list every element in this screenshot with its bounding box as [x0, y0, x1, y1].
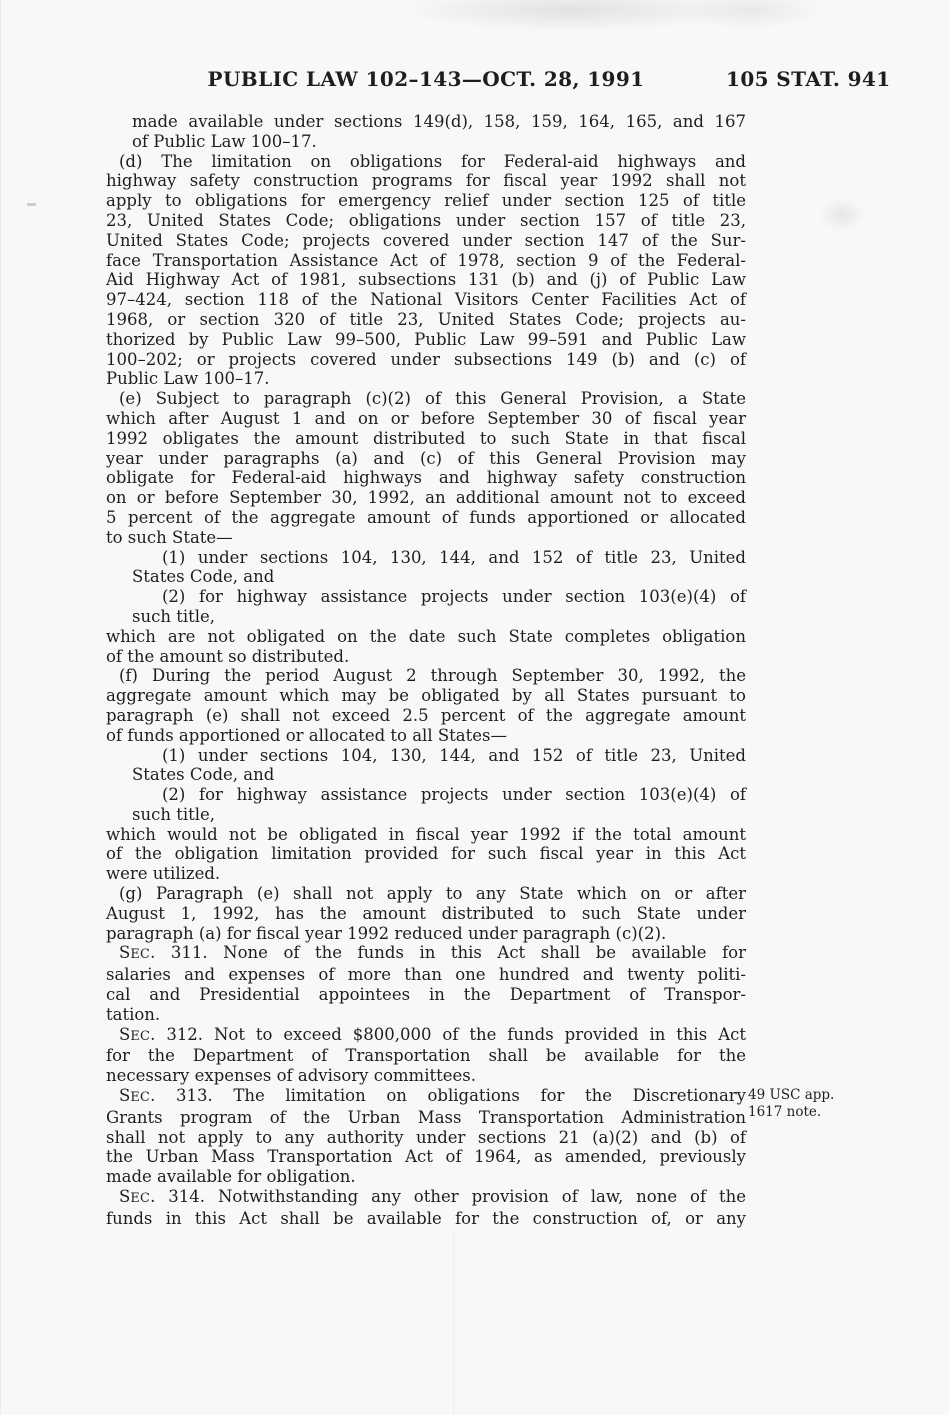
text-line: (g) Paragraph (e) shall not apply to any State which on or after: [119, 884, 746, 904]
text-line: made available under sections 149(d), 158, 159, 164, 165, and 167: [132, 112, 746, 131]
scan-artifact: [453, 1230, 454, 1415]
paragraph: [106, 1086, 835, 1187]
paragraph: [106, 627, 746, 667]
text-line: such title,: [132, 804, 216, 824]
text-line: face Transportation Assistance Act of 1978, section 9 of the Federal-: [106, 250, 746, 270]
document-body: [106, 112, 835, 1229]
text-line: States Code, and: [132, 567, 275, 587]
paragraph: [132, 587, 746, 627]
text-line: of funds apportioned or allocated to all States—: [106, 725, 507, 745]
paragraph: [106, 389, 746, 547]
text-line: necessary expenses of advisory committees.: [106, 1066, 476, 1086]
scan-artifact: [27, 203, 36, 206]
text-line: (e) Subject to paragraph (c)(2) of this General Provision, a State: [119, 389, 746, 409]
text-line: 1968, or section 320 of title 23, United States Code; projects au-: [106, 309, 746, 329]
text-line: paragraph (a) for fiscal year 1992 reduced under paragraph (c)(2).: [106, 923, 667, 943]
scan-artifact: [819, 198, 865, 232]
scan-artifact: [401, 0, 741, 32]
text-line: highway safety construction programs for fiscal year 1992 shall not: [106, 171, 746, 191]
text-line: 97–424, section 118 of the National Visitors Center Facilities Act of: [106, 290, 746, 310]
text-line: salaries and expenses of more than one hundred and twenty politi-: [106, 965, 746, 985]
text-line: to such State—: [106, 527, 233, 547]
text-line: made available for obligation.: [106, 1167, 356, 1187]
text-line: on or before September 30, 1992, an additional amount not to exceed: [106, 488, 746, 508]
paragraph: [106, 1025, 746, 1086]
text-line: were utilized.: [106, 864, 221, 884]
margin-note-line: 1617 note.: [748, 1104, 822, 1121]
text-line: SEC. 311. None of the funds in this Act shall be available for: [119, 943, 746, 963]
text-line: (1) under sections 104, 130, 144, and 152 of title 23, United: [162, 745, 746, 765]
text-line: for the Department of Transportation shall be available for the: [106, 1046, 746, 1066]
text-line: States Code, and: [132, 765, 275, 785]
text-line: 23, United States Code; obligations under section 157 of title 23,: [106, 210, 746, 230]
text-line: SEC. 312. Not to exceed $800,000 of the funds provided in this Act: [119, 1024, 746, 1044]
margin-note: [748, 1087, 898, 1121]
text-line: paragraph (e) shall not exceed 2.5 percent of the aggregate amount: [106, 705, 746, 725]
text-line: cal and Presidential appointees in the Department of Transpor-: [106, 985, 746, 1005]
paragraph: [132, 785, 746, 825]
text-line: (2) for highway assistance projects under section 103(e)(4) of: [162, 587, 746, 607]
text-line: of Public Law 100–17.: [132, 131, 317, 151]
text-line: (2) for highway assistance projects under section 103(e)(4) of: [162, 785, 746, 805]
text-line: of the amount so distributed.: [106, 646, 350, 666]
text-line: August 1, 1992, has the amount distributed to such State under: [106, 903, 746, 923]
text-line: (f) During the period August 2 through September 30, 1992, the: [119, 666, 746, 686]
paragraph: [106, 152, 746, 390]
paragraph: [106, 884, 746, 943]
text-line: which would not be obligated in fiscal year 1992 if the total amount: [106, 824, 746, 844]
text-line: 100–202; or projects covered under subsections 149 (b) and (c) of: [106, 349, 746, 369]
text-line: Aid Highway Act of 1981, subsections 131 (b) and (j) of Public Law: [106, 270, 746, 290]
paragraph: [106, 943, 746, 1024]
text-line: SEC. 313. The limitation on obligations for the Discretionary: [119, 1086, 746, 1106]
page-header-title: PUBLIC LAW 102–143—OCT. 28, 1991: [207, 67, 645, 91]
statute-page-number: 105 STAT. 941: [726, 67, 891, 91]
paragraph: [106, 666, 746, 745]
text-line: Grants program of the Urban Mass Transportation Administration: [106, 1107, 746, 1127]
scan-artifact: [681, 0, 821, 30]
text-line: which after August 1 and on or before September 30 of fiscal year: [106, 408, 746, 428]
text-line: obligate for Federal-aid highways and highway safety construction: [106, 468, 746, 488]
paragraph: [106, 825, 746, 884]
paragraph: [132, 746, 746, 786]
text-line: apply to obligations for emergency relief under section 125 of title: [106, 191, 746, 211]
text-line: (1) under sections 104, 130, 144, and 152 of title 23, United: [162, 547, 746, 567]
text-line: year under paragraphs (a) and (c) of this General Provision may: [106, 448, 746, 468]
margin-note-line: 49 USC app.: [748, 1087, 835, 1104]
text-line: of the obligation limitation provided for such fiscal year in this Act: [106, 844, 746, 864]
text-line: aggregate amount which may be obligated by all States pursuant to: [106, 686, 746, 706]
text-line: funds in this Act shall be available for the construction of, or any: [106, 1208, 746, 1228]
text-line: 1992 obligates the amount distributed to such State in that fiscal: [106, 428, 746, 448]
text-line: United States Code; projects covered under section 147 of the Sur-: [106, 230, 746, 250]
text-line: 5 percent of the aggregate amount of funds apportioned or allocated: [106, 507, 746, 527]
text-line: Public Law 100–17.: [106, 369, 270, 389]
paragraph: [132, 548, 746, 588]
text-line: which are not obligated on the date such State completes obligation: [106, 626, 746, 646]
page-header: [106, 67, 891, 91]
paragraph: [132, 112, 746, 152]
text-line: tation.: [106, 1004, 161, 1024]
text-line: such title,: [132, 606, 216, 626]
text-line: (d) The limitation on obligations for Federal-aid highways and: [119, 151, 746, 171]
text-line: thorized by Public Law 99–500, Public Law 99–591 and Public Law: [106, 329, 746, 349]
paragraph: [106, 1187, 746, 1229]
text-line: the Urban Mass Transportation Act of 1964, as amended, previously: [106, 1147, 746, 1167]
text-line: shall not apply to any authority under sections 21 (a)(2) and (b) of: [106, 1127, 746, 1147]
text-line: SEC. 314. Notwithstanding any other provision of law, none of the: [119, 1187, 746, 1207]
